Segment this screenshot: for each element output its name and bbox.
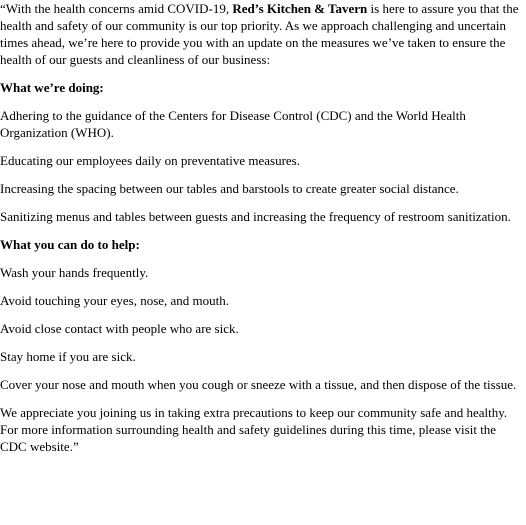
intro-prefix: “With the health concerns amid COVID-19, bbox=[0, 1, 233, 16]
help-item-avoid-touching: Avoid touching your eyes, nose, and mouth. bbox=[0, 293, 230, 308]
doing-item-cdc-who: Adhering to the guidance of the Centers for Disease Control (CDC) and the World Health Organization (WHO). bbox=[0, 108, 466, 140]
help-item-wash-hands: Wash your hands frequently. bbox=[0, 265, 149, 280]
doing-item-sanitizing: Sanitizing menus and tables between guests and increasing the frequency of restroom sanitization. bbox=[0, 209, 511, 224]
help-item-avoid-contact: Avoid close contact with people who are sick. bbox=[0, 321, 239, 336]
help-item-cover-mouth: Cover your nose and mouth when you cough or sneeze with a tissue, and then dispose of the tissue. bbox=[0, 377, 517, 392]
doing-heading: What we’re doing: bbox=[0, 80, 104, 95]
doing-item-spacing: Increasing the spacing between our tables and barstools to create greater social distance. bbox=[0, 181, 459, 196]
help-heading: What you can do to help: bbox=[0, 237, 140, 252]
help-item-stay-home: Stay home if you are sick. bbox=[0, 349, 136, 364]
doing-item-educating: Educating our employees daily on preventative measures. bbox=[0, 153, 300, 168]
closing-paragraph: We appreciate you joining us in taking extra precautions to keep our community safe and healthy. For more information surrounding health and safety guidelines during this time, please visit the CDC website.” bbox=[0, 405, 508, 454]
business-name: Red’s Kitchen & Tavern bbox=[232, 1, 368, 16]
intro-paragraph bbox=[0, 0, 522, 68]
intro-suffix: is here to assure you that the health and safety of our community is our top priority. As we approach challenging and uncertain times ahead, we’re here to provide you with an update on the measures we’ve taken to ensure the health of our guests and cleanliness of our business: bbox=[0, 1, 519, 67]
